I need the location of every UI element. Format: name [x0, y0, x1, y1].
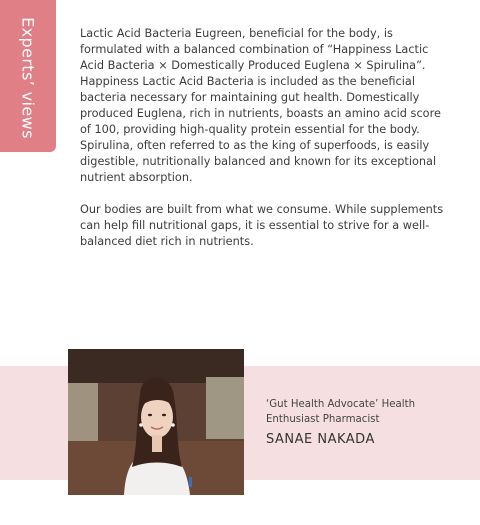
article-paragraph-2: Our bodies are built from what we consume. While supplements can help fill nutritional gaps, it is essential to strive for a well-balanced diet rich in nutrients.	[80, 203, 444, 248]
article-paragraph-1: Lactic Acid Bacteria Eugreen, beneficial for the body, is formulated with a balanced combination of “Happiness Lactic Acid Bacteria × Domestically Produced Euglena × Spirulina”. Happiness Lactic Acid Bacteria is included as the beneficial bacteria necessary for maintaining gut health. Domestically produced Euglena, rich in nutrients, boasts an amino acid score of 100, providing high-quality protein essential for the body. Spirulina, often referred to as the king of superfoods, is easily digestible, nutritionally balanced and known for its exceptional nutrient absorption.	[80, 27, 441, 184]
portrait-illustration	[68, 349, 244, 495]
expert-article	[80, 26, 454, 266]
expert-profile	[266, 397, 466, 447]
experts-views-label: Experts’ views	[18, 17, 38, 139]
expert-role: ‘Gut Health Advocate’ Health Enthusiast Pharmacist	[266, 399, 416, 425]
expert-name: SANAE NAKADA	[266, 432, 375, 447]
experts-views-tab	[0, 0, 56, 152]
expert-photo	[68, 349, 244, 495]
